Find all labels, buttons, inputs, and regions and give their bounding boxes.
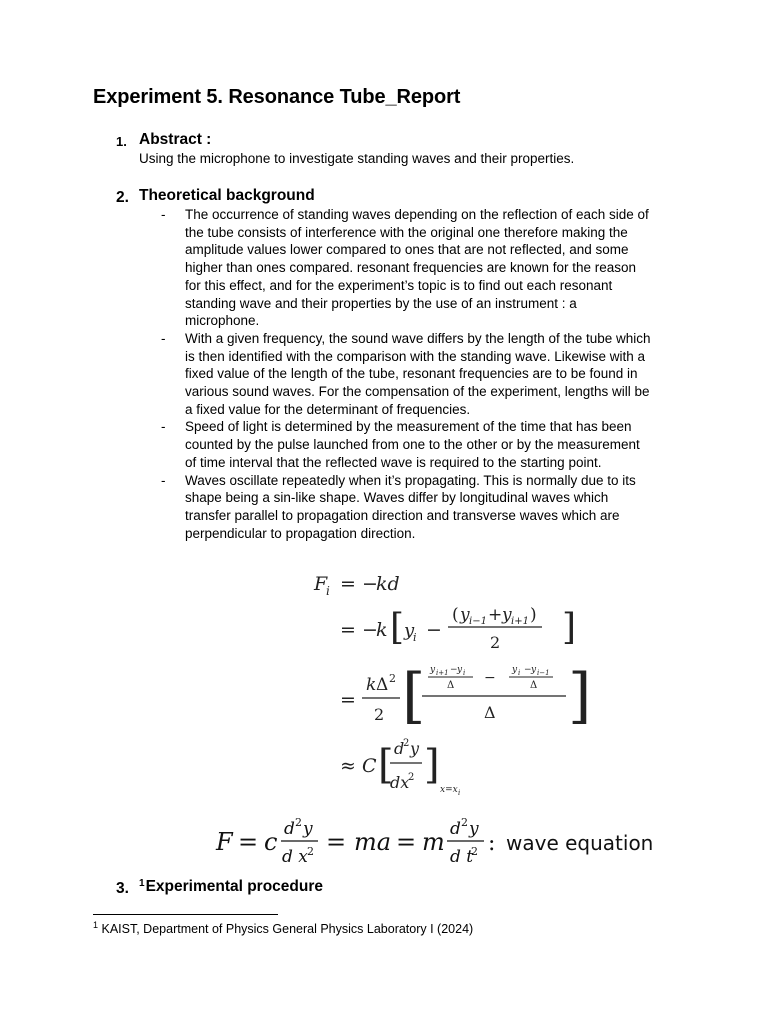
footnote-reference: 1 [139, 878, 145, 889]
bullet-item [161, 206, 683, 330]
svg-text:2: 2 [408, 772, 415, 783]
svg-text:y: y [457, 665, 463, 675]
svg-text:c: c [264, 828, 278, 856]
svg-text:y: y [469, 819, 479, 839]
svg-text:Δ: Δ [484, 703, 496, 722]
svg-text:y: y [430, 665, 436, 675]
force-derivation-equation [290, 566, 600, 800]
footnote-text: KAIST, Department of Physics General Physics Laboratory I (2024) [101, 922, 474, 936]
svg-text:F: F [314, 573, 328, 595]
svg-text:= −: = − [340, 573, 378, 595]
svg-text:y: y [410, 739, 420, 758]
bullet-line: perpendicular to propagation direction. [185, 525, 416, 541]
bullet-line: shape being a sin-like shape. Waves differ by longitudinal waves which [185, 490, 609, 506]
svg-text:i−1: i−1 [537, 669, 550, 677]
bullet-line: various sound waves. For the compensation of the experiment, lengths will be [185, 384, 650, 400]
bullet-item [161, 330, 683, 419]
bullet-dash: - [161, 419, 166, 435]
svg-text:[: [ [402, 661, 426, 731]
svg-text:k: k [366, 675, 377, 695]
bullet-line: transfer parallel to propagation direction and transverse waves which are [185, 507, 620, 523]
svg-text:]: ] [424, 742, 440, 788]
bullet-line: fixed value of the length of the tube, resonant frequencies are to be found in [185, 366, 638, 382]
svg-text:k: k [376, 619, 388, 641]
svg-text:[: [ [378, 742, 394, 788]
footnote [93, 919, 474, 936]
bullet-line: of time interval that the reflected wave is required to the starting point. [185, 454, 602, 470]
svg-text:y: y [404, 620, 415, 641]
bullet-line: higher than ones compared. resonant frequencies are known for the reason [185, 260, 637, 276]
svg-text:kd: kd [376, 573, 400, 595]
bullet-item [161, 472, 683, 543]
footnote-marker: 1 [93, 919, 99, 930]
svg-text:(: ( [452, 605, 459, 625]
bullet-line: is then identified with the comparison with the standing wave. Likewise with a [185, 348, 645, 364]
bullet-line: counted by the pulse launched from one to the other or by the measurement [185, 437, 640, 453]
abstract-text: Using the microphone to investigate standing waves and their properties. [139, 151, 575, 166]
svg-text:d: d [394, 739, 405, 758]
svg-text:x=x: x=x [440, 785, 458, 795]
svg-text:2: 2 [374, 705, 385, 724]
svg-text:2: 2 [461, 816, 468, 829]
svg-text:Δ: Δ [376, 675, 389, 695]
svg-text:i+1: i+1 [511, 616, 529, 627]
bullet-dash: - [161, 330, 166, 346]
section-3-title [139, 878, 323, 896]
bullet-line: With a given frequency, the sound wave differs by the length of the tube which [185, 330, 651, 346]
bullet-dash: - [161, 207, 166, 222]
svg-text:]: ] [562, 607, 577, 648]
svg-text:d x: d x [282, 847, 308, 867]
section-1-title: Abstract : [139, 131, 212, 148]
svg-text:y: y [460, 605, 470, 625]
svg-text:2: 2 [307, 845, 314, 858]
svg-text:Δ: Δ [447, 680, 455, 691]
background-bullet-list [161, 206, 683, 542]
svg-text:i: i [518, 669, 521, 677]
wave-equation [214, 812, 664, 868]
svg-text:−: − [484, 670, 496, 686]
svg-text:i−1: i−1 [469, 616, 487, 627]
svg-text:+: + [488, 605, 503, 625]
svg-text:[: [ [390, 607, 405, 648]
svg-text:i+1: i+1 [436, 669, 449, 677]
bullet-line: a fixed value for the determinant of frequencies. [185, 401, 471, 417]
svg-text:): ) [530, 605, 537, 625]
svg-text:d: d [284, 819, 295, 839]
svg-text:2: 2 [471, 845, 478, 858]
svg-text:−: − [524, 665, 532, 675]
svg-text:C: C [362, 755, 377, 777]
svg-text:i: i [463, 669, 466, 677]
svg-text:−: − [426, 619, 442, 641]
bullet-line: standing wave and their properties by the use of an instrument : a [185, 295, 577, 311]
svg-text::: : [488, 831, 496, 856]
section-3-number: 3. [116, 880, 129, 897]
svg-text:i: i [413, 631, 417, 644]
bullet-line: for this effect, and for the experiment’s topic is to find out each resonant [185, 277, 613, 293]
bullet-line: The occurrence of standing waves depending on the reflection of each side of [185, 207, 649, 222]
svg-text:y: y [531, 665, 537, 675]
svg-text:2: 2 [403, 738, 410, 749]
svg-text:]: ] [568, 661, 592, 731]
svg-text:m: m [422, 828, 445, 856]
svg-text:F: F [216, 828, 233, 856]
svg-text:ma: ma [354, 828, 392, 856]
svg-text:=: = [340, 689, 356, 711]
svg-text:≈: ≈ [340, 755, 356, 777]
bullet-line: amplitude values lower compared to ones that are not reflected, and some [185, 242, 629, 258]
bullet-item [161, 418, 683, 471]
svg-text:y: y [502, 605, 512, 625]
svg-text:y: y [512, 665, 518, 675]
section-2-title: Theoretical background [139, 187, 315, 204]
svg-text:=: = [238, 828, 259, 856]
svg-text:y: y [303, 819, 313, 839]
svg-text:dx: dx [390, 773, 410, 792]
svg-text:=: = [396, 828, 417, 856]
svg-text:d t: d t [450, 847, 474, 867]
bullet-line: Waves oscillate repeatedly when it’s propagating. This is normally due to its [185, 472, 636, 488]
svg-text:= −: = − [340, 619, 378, 641]
svg-text:i: i [326, 584, 330, 598]
svg-text:d: d [450, 819, 461, 839]
wave-equation-label: wave equation [506, 831, 654, 855]
bullet-line: Speed of light is determined by the measurement of the time that has been [185, 419, 632, 435]
section-2-number: 2. [116, 189, 129, 206]
bullet-line: the tube consists of interference with the original one therefore making the [185, 224, 628, 240]
svg-text:Δ: Δ [530, 680, 538, 691]
svg-text:2: 2 [295, 816, 302, 829]
document-title: Experiment 5. Resonance Tube_Report [93, 86, 461, 108]
svg-text:2: 2 [389, 672, 396, 685]
section-3-title-text: Experimental procedure [145, 878, 324, 895]
section-1-number: 1. [116, 134, 127, 149]
svg-text:=: = [326, 828, 347, 856]
bullet-line: microphone. [185, 313, 260, 329]
svg-text:2: 2 [490, 633, 501, 652]
bullet-dash: - [161, 472, 166, 488]
footnote-separator [93, 914, 278, 915]
svg-text:−: − [450, 665, 458, 675]
svg-text:i: i [458, 789, 461, 797]
